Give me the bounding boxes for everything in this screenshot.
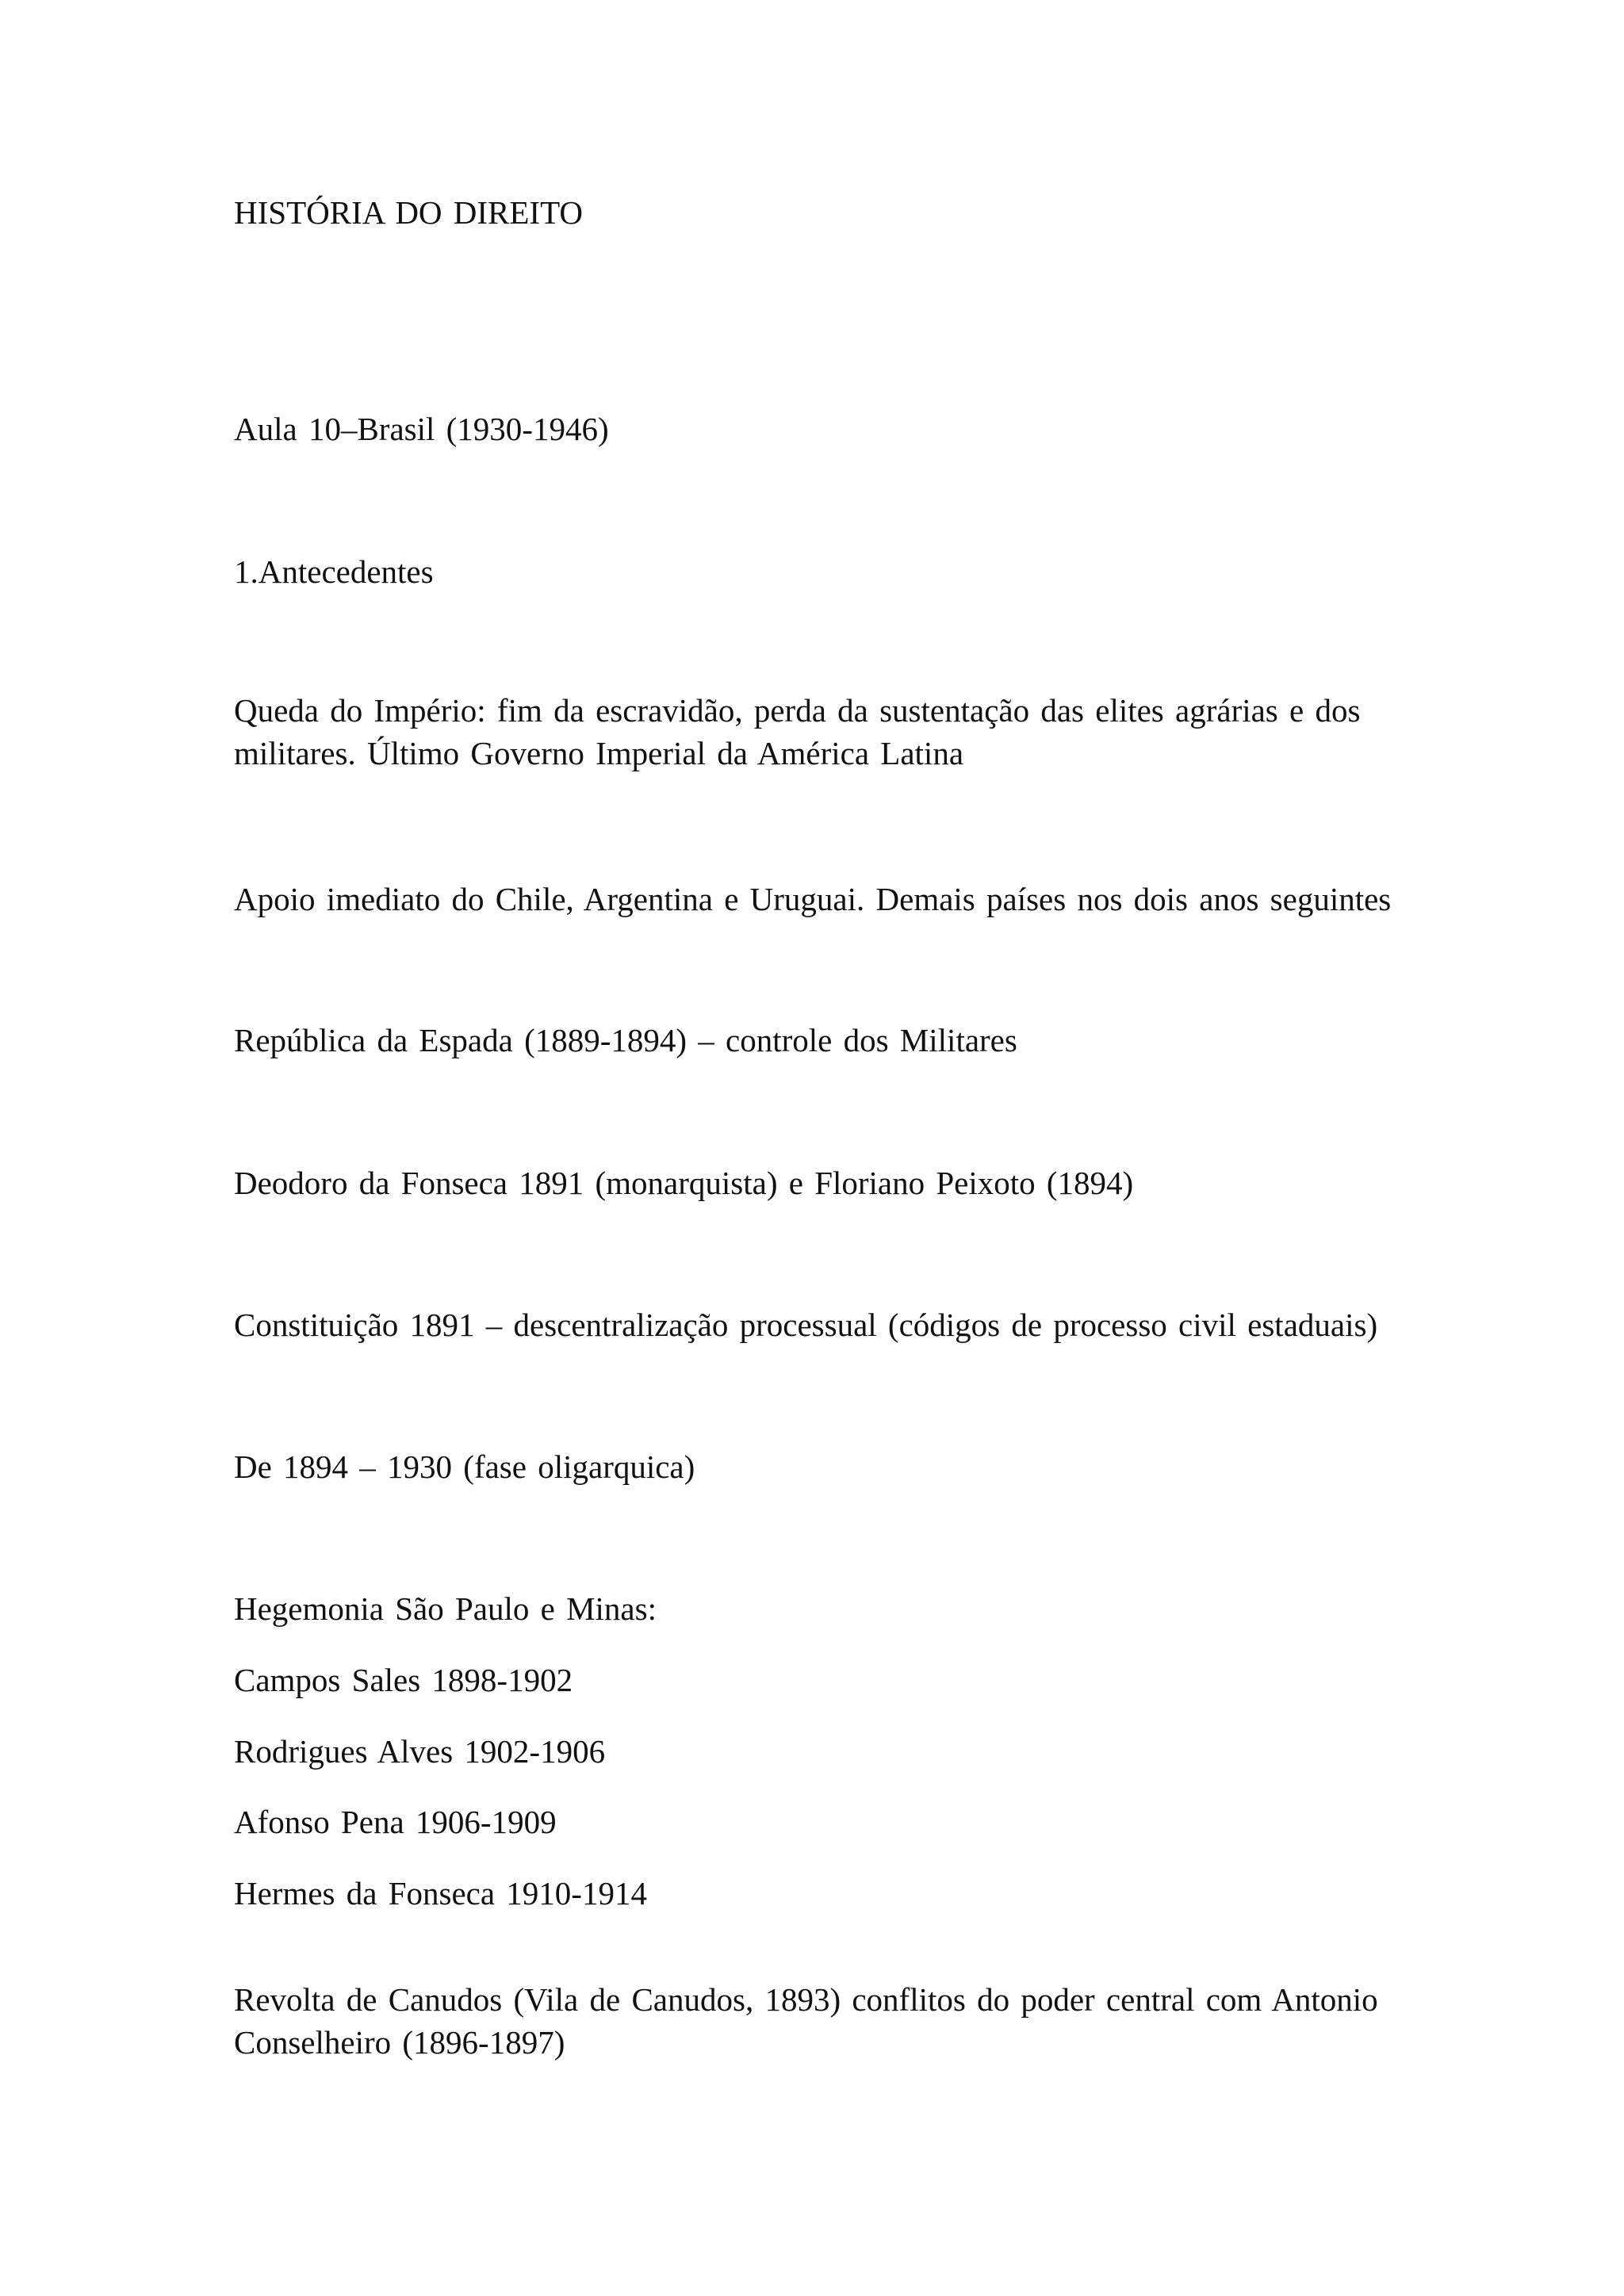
paragraph-queda	[234, 689, 1439, 775]
paragraph-fase: De 1894 – 1930 (fase oligarquica)	[234, 1448, 695, 1485]
paragraph-apoio: Apoio imediato do Chile, Argentina e Uruguai. Demais países nos dois anos seguintes	[234, 881, 1392, 917]
paragraph-constituicao: Constituição 1891 – descentralização processual (códigos de processo civil estaduais)	[234, 1307, 1378, 1343]
paragraph-republica: República da Espada (1889-1894) – controle dos Militares	[234, 1022, 1017, 1058]
paragraph-revolta	[234, 1978, 1439, 2064]
list-item-campos: Campos Sales 1898-1902	[234, 1662, 573, 1698]
paragraph-queda-line-2: militares. Último Governo Imperial da América Latina	[234, 735, 964, 771]
list-item-hermes: Hermes da Fonseca 1910-1914	[234, 1875, 647, 1911]
list-item-afonso: Afonso Pena 1906-1909	[234, 1804, 557, 1840]
paragraph-revolta-line-2: Conselheiro (1896-1897)	[234, 2024, 565, 2061]
lesson-heading: Aula 10–Brasil (1930-1946)	[234, 411, 609, 447]
paragraph-deodoro: Deodoro da Fonseca 1891 (monarquista) e Floriano Peixoto (1894)	[234, 1165, 1134, 1201]
paragraph-hegemonia: Hegemonia São Paulo e Minas:	[234, 1590, 657, 1627]
section-heading: 1.Antecedentes	[234, 553, 434, 590]
paragraph-queda-line-1: Queda do Império: fim da escravidão, perda da sustentação das elites agrárias e dos	[234, 692, 1361, 729]
list-item-rodrigues: Rodrigues Alves 1902-1906	[234, 1733, 606, 1770]
paragraph-revolta-line-1: Revolta de Canudos (Vila de Canudos, 1893) conflitos do poder central com Antonio	[234, 1981, 1378, 2018]
document-title: HISTÓRIA DO DIREITO	[234, 194, 584, 231]
